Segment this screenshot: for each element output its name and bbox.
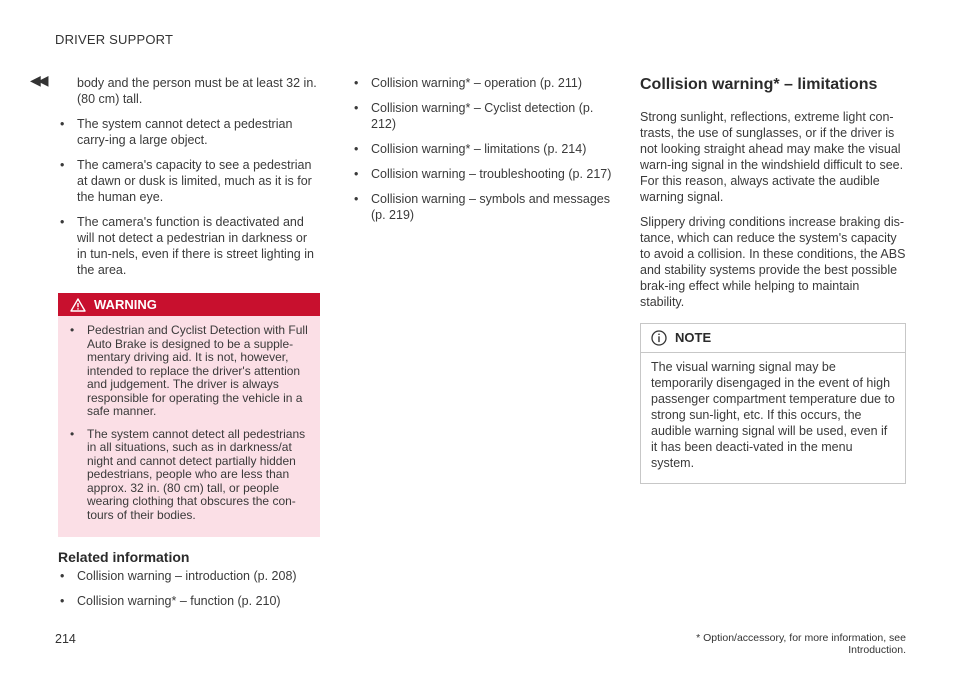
note-header [641, 324, 905, 346]
column-left [58, 75, 320, 618]
related-link[interactable]: • Collision warning* – operation (p. 211) [352, 75, 614, 91]
info-circle-icon [651, 330, 667, 346]
warning-box [58, 293, 320, 537]
related-link[interactable]: • Collision warning – introduction (p. 208) [58, 568, 320, 584]
limitations-list [58, 116, 320, 278]
section-title: Collision warning* – limitations [640, 76, 878, 93]
note-box [640, 323, 906, 484]
list-item: • The camera's function is deactivated and will not detect a pedestrian in darkness or in tun-nels, even if there is street lighting in the area. [58, 214, 320, 278]
related-link[interactable]: • Collision warning* – Cyclist detection (p. 212) [352, 100, 614, 132]
related-link[interactable]: • Collision warning – symbols and messages (p. 219) [352, 191, 614, 223]
note-text: The visual warning signal may be temporarily disengaged in the event of high passenger compartment temperature due to strong sun-light, etc. If this occurs, the audible warning signal will be used, even if it has been deacti-vated in the menu system. [651, 360, 895, 470]
related-links-list-continued [352, 75, 614, 223]
body-paragraph: Strong sunlight, reflections, extreme light con-trasts, the use of sunglasses, or if the driver is not looking straight ahead may make the visual warn-ing signal in the windshield difficult to see. For this reason, always activate the audible warning signal. [640, 110, 904, 204]
page-header-title: DRIVER SUPPORT [55, 32, 174, 47]
warning-item: • The system cannot detect all pedestrians in all situations, such as in darkness/at night and cannot detect partially hidden pedestrians, people who are less than approx. 32 in. (80 cm) tall, or people wearing clothing that obscures the con-tours of their bodies. [68, 428, 312, 523]
warning-triangle-icon [70, 298, 86, 312]
list-item: • The system cannot detect a pedestrian carry-ing a large object. [58, 116, 320, 148]
column-right [640, 75, 906, 484]
warning-item: • Pedestrian and Cyclist Detection with Full Auto Brake is designed to be a supple-mentary driving aid. It is not, however, intended to replace the driver's attention and judgement. The driver is always responsible for operating the vehicle in a safe manner. [68, 324, 312, 419]
column-middle [352, 75, 614, 232]
list-item: • The camera's capacity to see a pedestrian at dawn or dusk is limited, much as it is for the human eye. [58, 157, 320, 205]
related-link[interactable]: • Collision warning – troubleshooting (p. 217) [352, 166, 614, 182]
body-paragraph: Slippery driving conditions increase braking dis-tance, which can reduce the system's capacity to avoid a collision. In these conditions, the ABS and stability systems provide the best possible brak-ing effect while helping to maintain stability. [640, 215, 906, 309]
related-link[interactable]: • Collision warning* – function (p. 210) [58, 593, 320, 609]
back-arrows-icon[interactable]: ◀◀ [30, 72, 46, 88]
warning-body [58, 316, 320, 537]
warning-title: WARNING [94, 297, 157, 312]
related-information-heading: Related information [58, 549, 190, 565]
related-link[interactable]: • Collision warning* – limitations (p. 214) [352, 141, 614, 157]
continued-text: body and the person must be at least 32 in. (80 cm) tall. [77, 76, 317, 106]
page-number: 214 [55, 632, 76, 646]
warning-header [58, 293, 320, 316]
related-links-list [58, 568, 320, 609]
note-title: NOTE [675, 330, 712, 345]
footnote: * Option/accessory, for more information, see Introduction. [696, 632, 906, 656]
